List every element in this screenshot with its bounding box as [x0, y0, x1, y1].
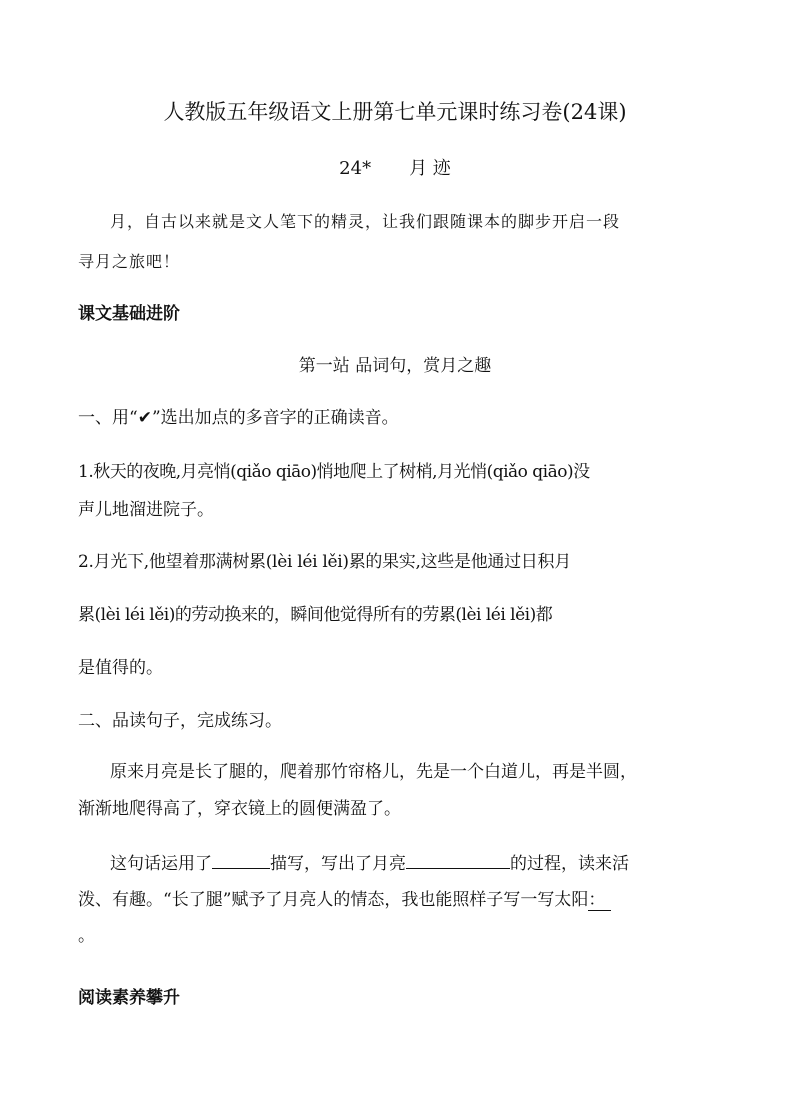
question-1-heading	[78, 406, 399, 430]
intro-line-2: 寻月之旅吧！	[78, 252, 181, 271]
item-2-line-2: 累(lèi léi lěi)的劳动换来的，瞬间他觉得所有的劳累(lèi léi lěi)都	[78, 605, 553, 625]
exercise-line-2	[78, 888, 611, 912]
section-heading-reading: 阅读素养攀升	[78, 988, 180, 1008]
station-heading: 第一站 品词句，赏月之趣	[298, 356, 492, 376]
item-1-line-2: 声儿地溜进院子。	[78, 500, 214, 520]
exercise-text-3: 的过程，读来活	[510, 854, 629, 874]
section-heading-basic: 课文基础进阶	[78, 304, 180, 324]
question-1-suffix: ”选出加点的多音字的正确读音。	[151, 408, 399, 428]
checkmark-icon: ✔	[137, 408, 152, 428]
passage-line-1: 原来月亮是长了腿的，爬着那竹帘格儿，先是一个白道儿，再是半圆，	[110, 762, 637, 782]
exercise-line-3: 。	[78, 926, 95, 946]
lesson-title	[0, 157, 790, 181]
item-2-line-3: 是值得的。	[78, 658, 163, 678]
intro-line-1: 月，自古以来就是文人笔下的精灵，让我们跟随课本的脚步开启一段	[110, 212, 621, 231]
exercise-text-4: 泼、有趣。“长了腿”赋予了月亮人的情态，我也能照样子写一写太阳	[78, 890, 589, 910]
item-1-line-1: 1.秋天的夜晚,月亮悄(qiǎo qiāo)悄地爬上了树梢,月光悄(qiǎo qiāo)没	[78, 462, 590, 482]
item-2-line-1: 2.月光下,他望着那满树累(lèi léi lěi)累的果实,这些是他通过日积月	[78, 552, 571, 572]
exercise-text-2: 描写，写出了月亮	[270, 854, 406, 874]
answer-blank-moon-process[interactable]	[406, 850, 510, 869]
exercise-line-1	[110, 850, 629, 876]
page-title: 人教版五年级语文上册第七单元课时练习卷(24课)	[163, 100, 627, 124]
exercise-text-1: 这句话运用了	[110, 854, 212, 874]
passage-line-2: 渐渐地爬得高了，穿衣镜上的圆便满盈了。	[78, 799, 401, 819]
lesson-number: 24*	[339, 158, 372, 179]
question-2-heading: 二、品读句子，完成练习。	[78, 711, 282, 731]
answer-blank-sun-sentence[interactable]: ：	[588, 890, 611, 911]
question-1-prefix: 一、用“	[78, 408, 138, 428]
answer-blank-description-type[interactable]	[212, 850, 270, 869]
lesson-name: 月 迹	[409, 158, 451, 179]
